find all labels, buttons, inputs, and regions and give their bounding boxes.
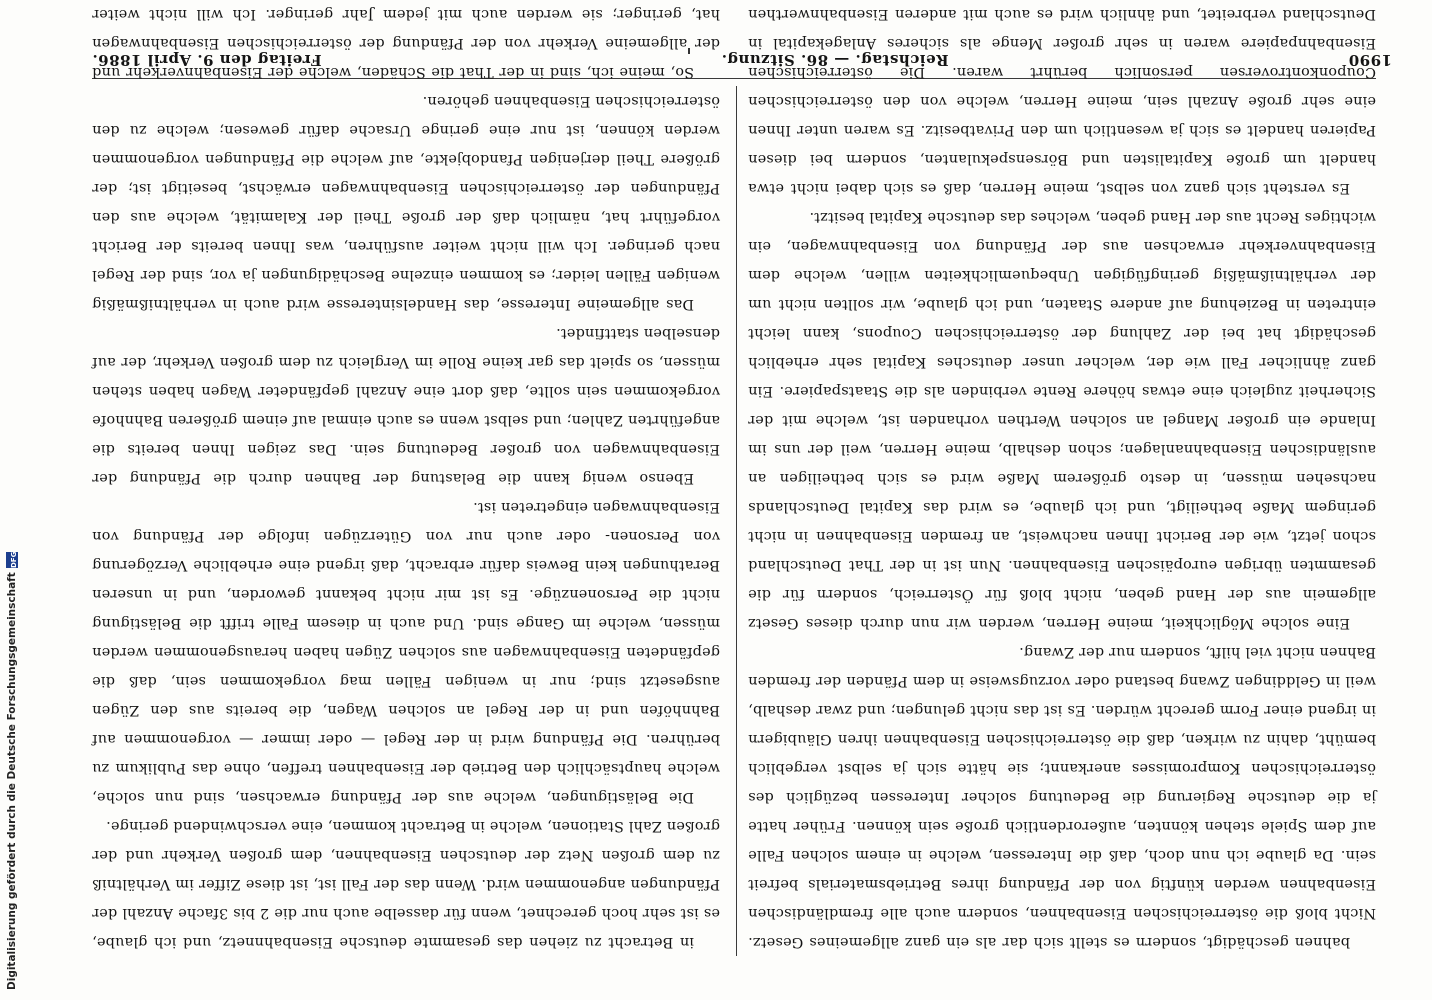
paragraph: Eine solche Möglichkeit, meine Herren, werden wir nun durch dieses Gesetz allgemein aus der Hand geben, nicht bloß für Österreich, sondern für die gesammten übrigen europäischen Eisenbahnen. Nun ist in der That Deutschland schon jetzt, wie der Bericht Ihnen nachweist, an fremden Eisenbahnen in nicht geringem Maße betheiligt, und ich glaube, es wird das Kapital Deutschlands nachsehen müssen, in desto größerem Maße wird es sich betheiligen an ausländischen Eisenbahnanlagen; schon deshalb, meine Herren, weil der uns im Inlande ein großer Mangel an solchen Werthen vorhanden ist, welche mit der Sicherheit zugleich eine etwas höhere Rente verbinden als die Staatspapiere. Ein ganz ähnlicher Fall wie der, welcher unser deutsches Kapital sehr erheblich geschädigt hat bei der Zahlung der österreichischen Coupons, kann leicht eintreten in Beziehung auf andere Staaten, und ich glaube, wir sollten nicht um der verhältnißmäßig geringfügigen Unbequemlichkeiten willen, welche dem Eisenbahnverkehr erwachsen aus der Pfändung von Eisenbahnwagen, ein wichtiges Recht aus der Hand geben, welches das deutsche Kapital besitzt. (748, 209, 1376, 631)
credit-text: Digitalisierung gefördert durch die Deutsche Forschungsgemeinschaft (6, 572, 18, 990)
paragraph: Ebenso wenig kann die Belastung der Bahnen durch die Pfändung der Eisenbahnwagen von großer Bedeutung sein. Das zeigen Ihnen bereits die angeführten Zahlen; und selbst wenn es auch einmal auf einem größeren Bahnhofe vorgekommen sein sollte, daß dort eine Anzahl gepfändeter Wagen haben stehen müssen, so spielt das gar keine Rolle im Vergleich zu dem großen Verkehr, der auf denselben stattfindet. (92, 325, 720, 486)
paragraph: Die Belästigungen, welche aus der Pfändung erwachsen, sind nun solche, welche hauptsächlich den Betrieb der Eisenbahnen treffen, ohne das Publikum zu berühren. Die Pfändung wird in der Regel — oder immer — vorgenommen auf Bahnhöfen und in der Regel an solchen Wagen, die bereits aus den Zügen ausgesetzt sind; nur in wenigen Fällen mag vorgekommen sein, daß die gepfändeten Eisenbahnwagen aus solchen Zügen haben herausgenommen werden müssen, welche im Gange sind. Und auch in diesem Falle trifft die Belästigung nicht die Personenzüge. Es ist mir nicht bekannt geworden, und in unseren Berathungen kein Beweis dafür erbracht, daß irgend eine erhebliche Verzögerung von Personen- oder auch nur von Güterzügen infolge der Pfändung von Eisenbahnwagen eingetreten ist. (92, 499, 720, 805)
column-divider (736, 86, 737, 956)
paragraph: in Betracht zu ziehen das gesammte deutsche Eisenbahnnetz, und ich glaube, es ist sehr hoch gerechnet, wenn für dasselbe auch nur die 2 bis 3fache Anzahl der Pfändungen angenommen wird. Wenn das der Fall ist, ist diese Ziffer im Verhältniß zu dem großen Netz der deutschen Eisenbahnen, dem großen Verkehr und der großen Zahl Stationen, welche in Betracht kommen, eine verschwindend geringe. (92, 818, 720, 950)
paragraph: Das allgemeine Interesse, das Handelsinteresse wird auch in verhältnißmäßig wenigen Fällen leider; es kommen einzelne Beschädigungen ja vor, sind der Regel nach geringer. Ich will nicht weiter ausführen, was Ihnen bereits der Bericht vorgeführt hat, nämlich daß der große Theil der Kalamität, welche aus den Pfändungen der österreichischen Eisenbahnwagen erwächst, beseitigt ist; der größere Theil derjenigen Pfandobjekte, auf welche die Pfändungen vorgenommen werden können, ist nur eine geringe Ursache dafür gewesen; welche zu den österreichischen Eisenbahnen gehören. (92, 93, 720, 312)
dfg-logo-icon: DFG (6, 552, 18, 568)
paragraph: So, meine ich, sind in der That die Schäden, welche der Eisenbahnverkehr und der allgemeine Verkehr von der Pfändung der österreichischen Eisenbahnwagen hat, geringer; sie werden auch mit jedem Jahr geringer. Ich will nicht weiter (92, 6, 720, 80)
paragraph: bahnen geschädigt, sondern es stellt sich dar als ein ganz allgemeines Gesetz. Nicht bloß die österreichischen Eisenbahnen, sondern auch alle fremdländischen Eisenbahnen werden künftig von der Pfändung ihres Betriebsmaterials befreit sein. Da glaube ich nun doch, daß die Interessen, welche in einem solchen Falle auf dem Spiele stehen könnten, außerordentlich große sein können. Früher hatte ja die deutsche Regierung die Bedeutung solcher Interessen bezüglich des österreichischen Kompromisses anerkannt; sie hätte sich ja selbst vergeblich bemüht, dahin zu wirken, daß die österreichischen Eisenbahnen ihren Gläubigern in irgend einer Form gerecht würden. Es ist das nicht gelungen; und zwar deshalb, weil in Gelddingen Zwang bestand oder vorzugsweise in dem Pfänden der fremden Bahnen nicht viel hilft, sondern nur der Zwang. (748, 644, 1376, 950)
paragraph: Es versteht sich ganz von selbst, meine Herren, daß es sich dabei nicht etwa handelt um große Kapitalisten und Börsenspekulanten, sondern bei diesen Papieren handelt es sich ja wesentlich um den Privatbesitz. Es waren unter Ihnen eine sehr große Anzahl sein, meine Herren, welche von den österreichischen Couponkontroversen persönlich berührt waren. Die österreichischen Eisenbahnpapiere waren in sehr großer Menge als sicheres Anlagekapital in Deutschland verbreitet, und ähnlich wird es auch mit anderen Eisenbahnwerthen (748, 6, 1376, 196)
page-number: 1990 (1348, 51, 1392, 69)
digitization-credit (2, 500, 22, 990)
header-title: Reichstag. — 86. Sitzung. (721, 51, 949, 69)
header-date: Freitag den 9. April 1886. (92, 51, 322, 69)
